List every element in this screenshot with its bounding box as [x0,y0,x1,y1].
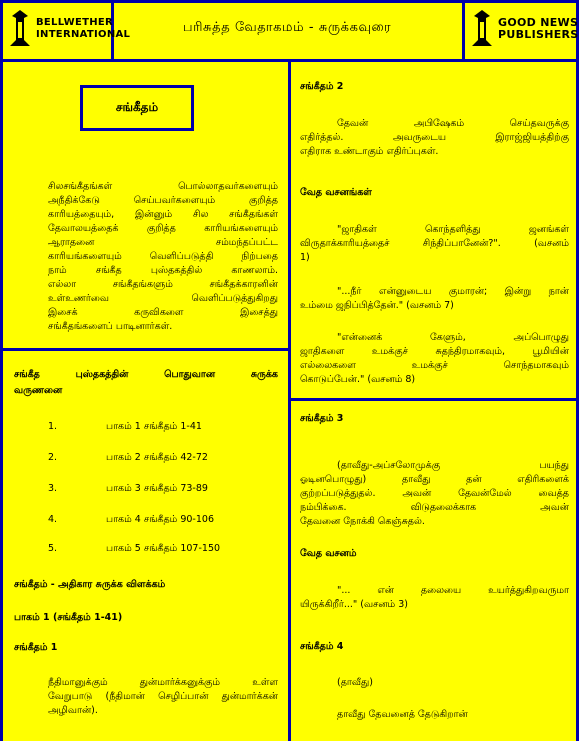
right-separator-1 [288,398,579,401]
section-title: சங்கீதம் [115,100,159,114]
section-title-box [80,85,194,131]
part-heading: பாகம் 1 (சங்கீதம் 1-41) [14,612,123,623]
book-range: பாகம் 3 சங்கீதம் 73-89 [106,483,208,494]
psalm-1-line: நீதிமானுக்கும் துன்மார்க்கனுக்கும் உள்ள [48,677,278,688]
book-number: 5. [48,543,58,554]
psalm-2-line: எதிர்த்தல். அவருடைய இராஜ்ஜியத்திற்கு [300,132,569,143]
right-logo-line-2: PUBLISHERS [498,28,579,41]
bellwether-logo-icon [8,10,34,48]
intro-line: அநீதிக்கேடு செய்பவர்களையும் குறித்த [48,195,278,206]
left-separator-1 [0,348,289,351]
verse-4-line: "... என் தலையை உயர்த்துகிறவருமா [337,585,569,596]
book-range: பாகம் 4 சங்கீதம் 90-106 [106,514,214,525]
psalm-1-line: வேறுபாடு (நீதிமான் செழிப்பான் துன்மார்க்கன் [48,691,278,702]
intro-line: உள்உணர்வை வெளிப்படுத்துகிறது [48,293,278,304]
column-divider [288,62,291,741]
verse-3-line: கொடுப்பேன்." (வசனம் 8) [300,374,416,385]
intro-line: தேவாலயத்தைக் குறித்த காரியங்களையும் [48,223,278,234]
psalm-3-line: (தாவீது-அப்சலோமுக்கு பயந்து [337,460,569,471]
psalm-3-line: ஓடினபொழுது) தாவீது தன் எதிரிகளைக் [300,474,569,485]
intro-line: இசைக் கருவிகளை இசைத்து [48,307,278,318]
page-title: பரிசுத்த வேதாகமம் - சுருக்கவுரை [182,20,392,35]
book-number: 2. [48,452,58,463]
verse-1-line: 1) [300,252,310,263]
psalm-4-subheading: (தாவீது) [337,677,373,688]
right-logo-line-1: GOOD NEWS [498,16,579,29]
good-news-logo [470,10,579,48]
psalm-3-line: குற்றப்படுத்துதல். அவன் தேவன்மேல் வைத்த [300,488,569,499]
psalm-4-heading: சங்கீதம் 4 [300,641,344,652]
intro-line: ஆராதனை சம்மந்தப்பட்ட [48,237,278,248]
book-number: 4. [48,514,58,525]
book-number: 1. [48,421,58,432]
intro-line: காரியங்களையும் வெளிப்படுத்தி நிற்பதை [48,251,278,262]
intro-line: நாம் சங்கீத புஸ்தகத்தில் காணலாம். [48,265,278,276]
verse-2-line: உம்மை ஜநிப்பித்தேன்." (வசனம் 7) [300,300,454,311]
bellwether-logo [8,10,130,48]
intro-line: சங்கீதங்களைப் பாடினார்கள். [48,321,173,332]
verse-2-line: "...நீர் என்னுடைய குமாரன்; இன்று நான் [337,286,569,297]
chapter-heading: சங்கீதம் - அதிகார சுருக்க விளக்கம் [14,579,166,590]
verse-1-line: "ஜாதிகள் கொந்தளித்து ஜனங்கள் [337,224,569,235]
summary-heading-line: வருணனை [14,385,63,396]
left-logo-line-1: BELLWETHER [36,17,114,28]
intro-line: சிலசங்கீதங்கள் பொல்லாதவர்களையும் [48,181,278,192]
verses-2-heading: வேத வசனம் [300,548,357,559]
psalm-3-line: நம்பிக்கை. விடுதலைக்காக அவன் [300,502,569,513]
book-range: பாகம் 5 சங்கீதம் 107-150 [106,543,221,554]
verse-1-line: விருதாக்காரியத்தைச் சிந்திப்பானேன்?". (வசனம் [300,238,569,249]
book-range: பாகம் 2 சங்கீதம் 42-72 [106,452,208,463]
psalm-1-line: அழிவான்). [48,705,98,716]
good-news-logo-icon [470,10,496,48]
verses-heading: வேத வசனங்கள் [300,187,372,198]
psalm-3-heading: சங்கீதம் 3 [300,413,344,424]
summary-heading-line: சங்கீத புஸ்தகத்தின் பொதுவான சுருக்க [14,369,278,380]
left-logo-line-2: INTERNATIONAL [36,29,131,40]
verse-3-line: ஜாதிகளை உமக்குச் சுதந்திரமாகவும், பூமியின் [300,346,569,357]
verse-3-line: "என்னைக் கேளும், அப்பொழுது [337,332,569,343]
body-border-left [0,62,3,741]
psalm-3-line: தேவனை நோக்கி கெஞ்சுதல். [300,516,425,527]
verse-4-line: யிருக்கிறீர்..." (வசனம் 3) [300,599,408,610]
psalm-4-text: தாவீது தேவனைத் தேடுகிறான் [337,709,468,720]
verse-3-line: எல்லைகளை உமக்குச் சொந்தமாகவும் [300,360,569,371]
psalm-2-line: எதிராக உண்டாகும் எதிர்ப்புகள். [300,146,439,157]
intro-line: எல்லா சங்கீதங்களும் சங்கீதக்காரனின் [48,279,278,290]
psalm-1-heading: சங்கீதம் 1 [14,642,58,653]
header-divider-right [462,0,465,62]
psalm-2-heading: சங்கீதம் 2 [300,81,344,92]
book-number: 3. [48,483,58,494]
intro-line: காரியத்தையும், இன்னும் சில சங்கீதங்கள் [48,209,278,220]
psalm-2-line: தேவன் அபிஷேகம் செய்தவருக்கு [337,118,569,129]
book-range: பாகம் 1 சங்கீதம் 1-41 [106,421,202,432]
